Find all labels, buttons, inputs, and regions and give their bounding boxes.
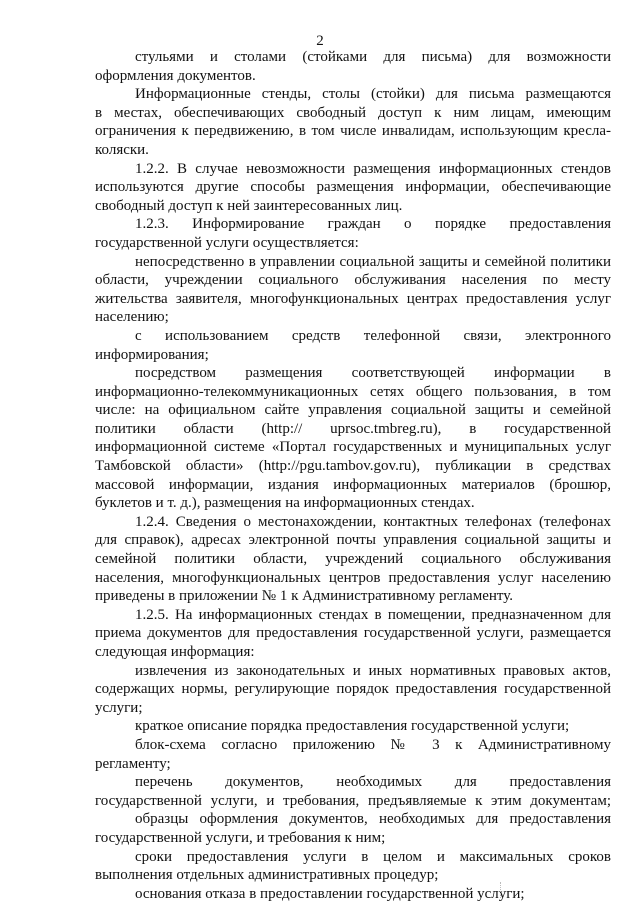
text-line: массовой информации, издания информационных материалов (брошюр, — [95, 476, 611, 493]
text-line: сроки предоставления услуги в целом и максимальных сроков — [135, 848, 611, 865]
text-line: коляски. — [95, 141, 149, 158]
text-line: следующая информация: — [95, 644, 255, 660]
text-line: ограничения к передвижению, в том числе инвалидам, использующим кресла- — [95, 123, 611, 140]
text-line: содержащих нормы, регулирующие порядок предоставления государственной — [95, 681, 611, 698]
text-line: буклетов и т. д.), размещения на информационных стендах. — [95, 495, 475, 512]
text-line: области, учреждении социального обслуживания населения по месту — [95, 272, 611, 289]
text-line: приведены в приложении № 1 к Административному регламенту. — [95, 588, 513, 605]
text-line: краткое описание порядка предоставления государственной услуги; — [135, 718, 570, 735]
text-line: населения, многофункциональных центров предоставления услуг населению — [95, 569, 611, 586]
text-line: государственной услуги, и требования, предъявляемые к этим документам; — [95, 792, 611, 809]
text-line: информационно-телекоммуникационных сетях общего пользования, в том — [95, 383, 611, 400]
text-line: Тамбовской области» (http://pgu.tambov.gov.ru), публикации в средствах — [95, 458, 611, 475]
text-line: семейной политики области, учреждений социального обслуживания — [95, 551, 611, 568]
document-body — [95, 48, 611, 903]
text-line: свободный доступ к ней заинтересованных лиц. — [95, 197, 403, 214]
text-line: регламенту; — [95, 755, 171, 772]
text-line: посредством размещения соответствующей информации в — [135, 365, 611, 382]
text-line: оформления документов. — [95, 67, 256, 84]
text-line: 1.2.4. Сведения о местонахождении, контактных телефонах (телефонах — [135, 513, 611, 530]
text-line: с использованием средств телефонной связи, электронного — [135, 327, 611, 344]
text-line: населению; — [95, 309, 169, 326]
text-line: приема документов для предоставления государственной услуги, размещается — [95, 625, 611, 642]
text-line: 1.2.2. В случае невозможности размещения информационных стендов — [135, 160, 611, 177]
text-line: услуги; — [95, 699, 143, 716]
text-line: жительства заявителя, многофункциональных центрах предоставления услуг — [95, 290, 611, 307]
text-line: блок-схема согласно приложению № 3 к Административному — [135, 736, 611, 753]
text-line: государственной услуги осуществляется: — [95, 234, 359, 251]
text-line: государственной услуги, и требования к ним; — [95, 829, 386, 846]
text-line: информирования; — [95, 346, 209, 363]
text-line: в местах, обеспечивающих свободный доступ к ним лицам, имеющим — [95, 104, 611, 121]
text-line: стульями и столами (стойками для письма) для возможности — [135, 49, 611, 65]
text-line: используются другие способы размещения информации, обеспечивающие — [95, 179, 611, 196]
text-line: Информационные стенды, столы (стойки) для письма размещаются — [135, 86, 611, 103]
text-line: выполнения отдельных административных процедур; — [95, 867, 439, 884]
page-number: 2 — [316, 33, 324, 49]
text-line: 1.2.5. На информационных стендах в помещении, предназначенном для — [135, 606, 611, 623]
scan-artifact — [500, 882, 502, 898]
text-line: непосредственно в управлении социальной защиты и семейной политики — [135, 253, 611, 270]
text-line: числе: на официальном сайте управления социальной защиты и семейной — [95, 402, 611, 419]
text-line: информационной системе «Портал государственных и муниципальных услуг — [95, 439, 611, 456]
text-line: извлечения из законодательных и иных нормативных правовых актов, — [135, 662, 611, 679]
text-line: для справок), адресах электронной почты управления социальной защиты и — [95, 532, 611, 549]
text-line: образцы оформления документов, необходимых для предоставления — [135, 811, 611, 828]
text-line: перечень документов, необходимых для предоставления — [135, 774, 611, 791]
text-line: основания отказа в предоставлении государственной услуги; — [135, 885, 525, 902]
text-line: 1.2.3. Информирование граждан о порядке предоставления — [135, 216, 611, 233]
text-line: политики области (http:// uprsoc.tmbreg.ru), в государственной — [95, 420, 611, 437]
